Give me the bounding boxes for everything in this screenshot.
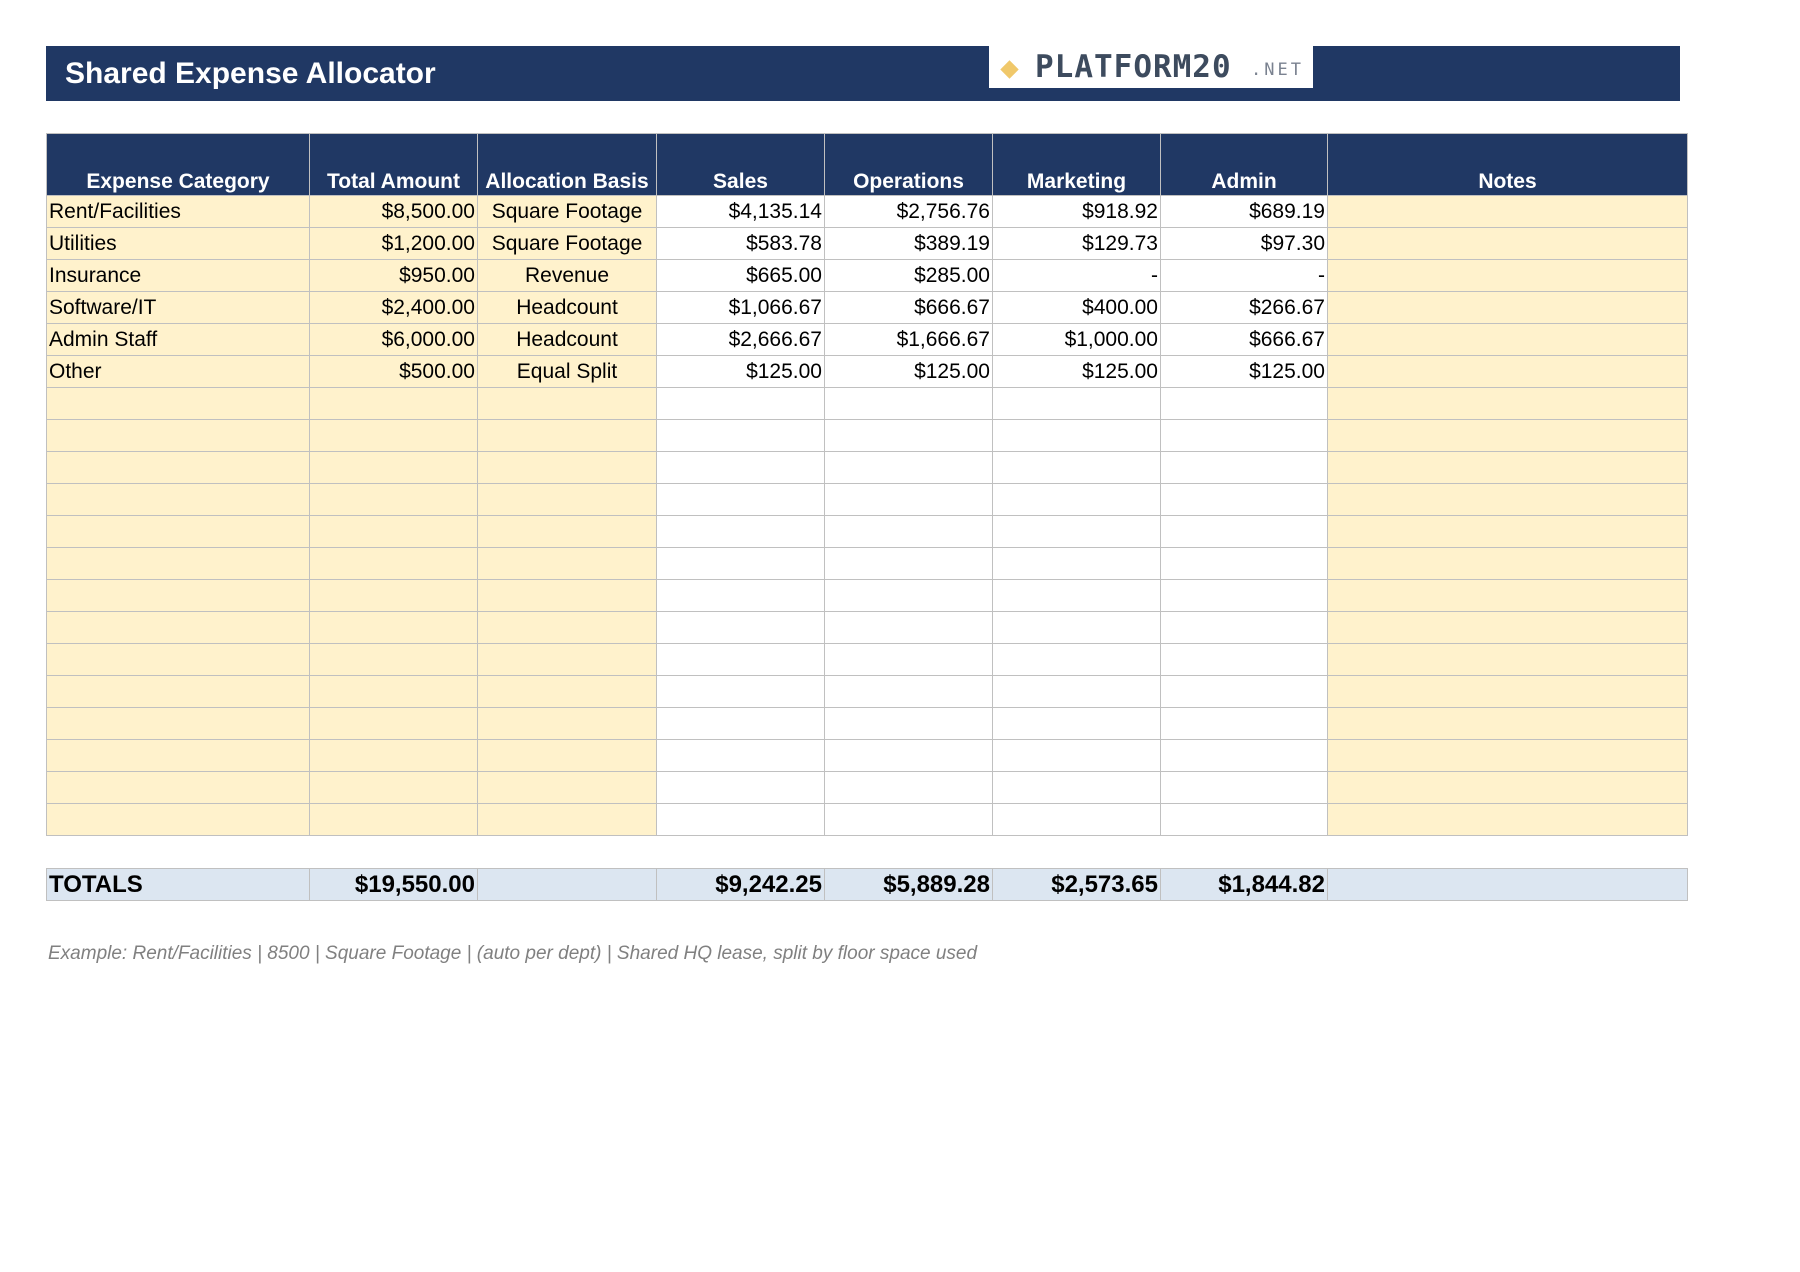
cell-notes[interactable] (1328, 484, 1688, 516)
cell-notes[interactable] (1328, 292, 1688, 324)
totals-total-amount[interactable]: $19,550.00 (310, 869, 478, 901)
totals-notes[interactable] (1328, 869, 1688, 901)
cell-admin[interactable] (1161, 452, 1328, 484)
cell-allocation-basis[interactable] (478, 804, 657, 836)
header-row (47, 134, 1688, 196)
cell-expense-category[interactable] (47, 708, 310, 740)
cell-total-amount[interactable]: $2,400.00 (310, 292, 478, 324)
cell-sales[interactable]: $583.78 (657, 228, 825, 260)
cell-total-amount[interactable]: $8,500.00 (310, 196, 478, 228)
cell-expense-category[interactable]: Software/IT (47, 292, 310, 324)
cell-operations[interactable] (825, 516, 993, 548)
table-row (47, 708, 1688, 740)
cell-operations[interactable] (825, 484, 993, 516)
cell-operations[interactable] (825, 548, 993, 580)
cell-marketing[interactable]: $400.00 (993, 292, 1161, 324)
cell-total-amount[interactable] (310, 420, 478, 452)
cell-expense-category[interactable] (47, 420, 310, 452)
cell-admin[interactable] (1161, 644, 1328, 676)
cell-admin[interactable]: $125.00 (1161, 356, 1328, 388)
table-row (47, 644, 1688, 676)
cell-operations[interactable]: $666.67 (825, 292, 993, 324)
cell-admin[interactable] (1161, 740, 1328, 772)
cell-admin[interactable] (1161, 772, 1328, 804)
cell-admin[interactable] (1161, 804, 1328, 836)
cell-expense-category[interactable] (47, 516, 310, 548)
cell-admin[interactable] (1161, 548, 1328, 580)
cell-total-amount[interactable]: $1,200.00 (310, 228, 478, 260)
cell-notes[interactable] (1328, 580, 1688, 612)
cell-sales[interactable] (657, 676, 825, 708)
cell-notes[interactable] (1328, 452, 1688, 484)
cell-total-amount[interactable] (310, 580, 478, 612)
cell-admin[interactable]: - (1161, 260, 1328, 292)
cell-admin[interactable] (1161, 580, 1328, 612)
table-row (47, 516, 1688, 548)
totals-row (46, 868, 1688, 901)
example-note: Example: Rent/Facilities | 8500 | Square Footage | (auto per dept) | Shared HQ lease, split by floor space used (48, 943, 978, 964)
cell-allocation-basis[interactable]: Square Footage (478, 228, 657, 260)
cell-sales[interactable]: $125.00 (657, 356, 825, 388)
cell-allocation-basis[interactable]: Revenue (478, 260, 657, 292)
cell-expense-category[interactable] (47, 612, 310, 644)
cell-marketing[interactable] (993, 516, 1161, 548)
cell-expense-category[interactable] (47, 484, 310, 516)
col-header-marketing: Marketing (993, 134, 1161, 196)
table-row (47, 356, 1688, 388)
table-row (47, 260, 1688, 292)
cell-admin[interactable] (1161, 484, 1328, 516)
cell-total-amount[interactable] (310, 644, 478, 676)
cell-admin[interactable] (1161, 516, 1328, 548)
cell-operations[interactable] (825, 452, 993, 484)
cell-sales[interactable] (657, 452, 825, 484)
table-row (47, 452, 1688, 484)
cell-operations[interactable] (825, 612, 993, 644)
cell-admin[interactable] (1161, 388, 1328, 420)
cell-sales[interactable] (657, 388, 825, 420)
cell-expense-category[interactable]: Insurance (47, 260, 310, 292)
cell-operations[interactable] (825, 580, 993, 612)
cell-expense-category[interactable] (47, 452, 310, 484)
cell-marketing[interactable] (993, 772, 1161, 804)
cell-sales[interactable]: $1,066.67 (657, 292, 825, 324)
cell-expense-category[interactable] (47, 676, 310, 708)
cell-sales[interactable] (657, 420, 825, 452)
cell-notes[interactable] (1328, 356, 1688, 388)
cell-allocation-basis[interactable]: Equal Split (478, 356, 657, 388)
cell-operations[interactable]: $125.00 (825, 356, 993, 388)
table-row (47, 804, 1688, 836)
cell-sales[interactable] (657, 804, 825, 836)
cell-admin[interactable] (1161, 708, 1328, 740)
cell-allocation-basis[interactable] (478, 708, 657, 740)
cell-operations[interactable] (825, 740, 993, 772)
cell-allocation-basis[interactable] (478, 644, 657, 676)
cell-admin[interactable] (1161, 612, 1328, 644)
cell-operations[interactable] (825, 804, 993, 836)
cell-total-amount[interactable] (310, 804, 478, 836)
cell-notes[interactable] (1328, 516, 1688, 548)
totals-label: TOTALS (47, 869, 310, 901)
cell-total-amount[interactable] (310, 484, 478, 516)
cell-notes[interactable] (1328, 804, 1688, 836)
table-row (47, 612, 1688, 644)
cell-allocation-basis[interactable] (478, 740, 657, 772)
col-header-operations: Operations (825, 134, 993, 196)
cell-notes[interactable] (1328, 740, 1688, 772)
cell-sales[interactable]: $665.00 (657, 260, 825, 292)
cell-marketing[interactable]: $125.00 (993, 356, 1161, 388)
cell-expense-category[interactable]: Admin Staff (47, 324, 310, 356)
cell-expense-category[interactable] (47, 388, 310, 420)
cell-operations[interactable]: $2,756.76 (825, 196, 993, 228)
totals-admin[interactable]: $1,844.82 (1161, 869, 1328, 901)
cell-marketing[interactable]: $918.92 (993, 196, 1161, 228)
cell-allocation-basis[interactable] (478, 612, 657, 644)
cell-total-amount[interactable] (310, 676, 478, 708)
totals-basis[interactable] (478, 869, 657, 901)
cell-expense-category[interactable] (47, 548, 310, 580)
table-row (47, 292, 1688, 324)
cell-expense-category[interactable]: Other (47, 356, 310, 388)
cell-notes[interactable] (1328, 196, 1688, 228)
table-row (47, 420, 1688, 452)
cell-sales[interactable] (657, 644, 825, 676)
cell-sales[interactable]: $4,135.14 (657, 196, 825, 228)
cell-marketing[interactable] (993, 612, 1161, 644)
cell-operations[interactable] (825, 644, 993, 676)
cell-sales[interactable] (657, 708, 825, 740)
table-row (47, 772, 1688, 804)
cell-notes[interactable] (1328, 420, 1688, 452)
col-header-expense-category: Expense Category (47, 134, 310, 196)
cell-marketing[interactable] (993, 740, 1161, 772)
cell-allocation-basis[interactable] (478, 516, 657, 548)
cell-expense-category[interactable] (47, 740, 310, 772)
cell-allocation-basis[interactable] (478, 676, 657, 708)
table-row (47, 196, 1688, 228)
cell-marketing[interactable] (993, 580, 1161, 612)
cell-marketing[interactable] (993, 804, 1161, 836)
cell-marketing[interactable] (993, 388, 1161, 420)
col-header-admin: Admin (1161, 134, 1328, 196)
cell-sales[interactable]: $2,666.67 (657, 324, 825, 356)
sheet-title: Shared Expense Allocator (65, 57, 436, 90)
cell-sales[interactable] (657, 612, 825, 644)
cell-notes[interactable] (1328, 388, 1688, 420)
diamond-icon (1000, 60, 1018, 78)
totals-sales[interactable]: $9,242.25 (657, 869, 825, 901)
table-row (47, 388, 1688, 420)
cell-total-amount[interactable] (310, 708, 478, 740)
cell-admin[interactable]: $266.67 (1161, 292, 1328, 324)
logo-suffix: .NET (1251, 60, 1304, 80)
cell-operations[interactable] (825, 772, 993, 804)
cell-allocation-basis[interactable] (478, 772, 657, 804)
totals-operations[interactable]: $5,889.28 (825, 869, 993, 901)
logo (989, 46, 1313, 88)
col-header-allocation-basis: Allocation Basis (478, 134, 657, 196)
cell-total-amount[interactable] (310, 516, 478, 548)
cell-expense-category[interactable] (47, 772, 310, 804)
cell-operations[interactable] (825, 420, 993, 452)
cell-marketing[interactable]: - (993, 260, 1161, 292)
cell-expense-category[interactable]: Utilities (47, 228, 310, 260)
cell-total-amount[interactable] (310, 388, 478, 420)
cell-allocation-basis[interactable] (478, 388, 657, 420)
cell-sales[interactable] (657, 516, 825, 548)
cell-marketing[interactable] (993, 420, 1161, 452)
cell-notes[interactable] (1328, 324, 1688, 356)
cell-notes[interactable] (1328, 708, 1688, 740)
cell-total-amount[interactable] (310, 452, 478, 484)
cell-allocation-basis[interactable]: Headcount (478, 324, 657, 356)
col-header-total-amount: Total Amount (310, 134, 478, 196)
cell-sales[interactable] (657, 580, 825, 612)
cell-marketing[interactable] (993, 644, 1161, 676)
cell-operations[interactable] (825, 676, 993, 708)
cell-sales[interactable] (657, 740, 825, 772)
cell-admin[interactable] (1161, 420, 1328, 452)
cell-notes[interactable] (1328, 644, 1688, 676)
totals-marketing[interactable]: $2,573.65 (993, 869, 1161, 901)
cell-marketing[interactable] (993, 676, 1161, 708)
cell-marketing[interactable] (993, 548, 1161, 580)
cell-allocation-basis[interactable] (478, 484, 657, 516)
table-row (47, 676, 1688, 708)
cell-total-amount[interactable] (310, 612, 478, 644)
cell-expense-category[interactable] (47, 644, 310, 676)
table-row (47, 548, 1688, 580)
cell-total-amount[interactable]: $500.00 (310, 356, 478, 388)
cell-allocation-basis[interactable] (478, 580, 657, 612)
col-header-sales: Sales (657, 134, 825, 196)
cell-notes[interactable] (1328, 548, 1688, 580)
cell-operations[interactable]: $1,666.67 (825, 324, 993, 356)
cell-total-amount[interactable]: $6,000.00 (310, 324, 478, 356)
table-row (47, 324, 1688, 356)
cell-expense-category[interactable] (47, 804, 310, 836)
cell-allocation-basis[interactable] (478, 548, 657, 580)
cell-marketing[interactable]: $129.73 (993, 228, 1161, 260)
cell-operations[interactable]: $285.00 (825, 260, 993, 292)
cell-total-amount[interactable]: $950.00 (310, 260, 478, 292)
table-row (47, 228, 1688, 260)
cell-expense-category[interactable]: Rent/Facilities (47, 196, 310, 228)
cell-sales[interactable] (657, 772, 825, 804)
expense-table (46, 133, 1688, 836)
cell-operations[interactable]: $389.19 (825, 228, 993, 260)
col-header-notes: Notes (1328, 134, 1688, 196)
cell-total-amount[interactable] (310, 548, 478, 580)
cell-admin[interactable] (1161, 676, 1328, 708)
cell-total-amount[interactable] (310, 740, 478, 772)
cell-allocation-basis[interactable]: Headcount (478, 292, 657, 324)
cell-operations[interactable] (825, 388, 993, 420)
cell-marketing[interactable] (993, 708, 1161, 740)
title-bar (46, 46, 1680, 101)
cell-notes[interactable] (1328, 612, 1688, 644)
cell-allocation-basis[interactable] (478, 420, 657, 452)
cell-notes[interactable] (1328, 260, 1688, 292)
cell-admin[interactable]: $689.19 (1161, 196, 1328, 228)
cell-sales[interactable] (657, 484, 825, 516)
cell-notes[interactable] (1328, 676, 1688, 708)
cell-operations[interactable] (825, 708, 993, 740)
cell-marketing[interactable] (993, 484, 1161, 516)
cell-total-amount[interactable] (310, 772, 478, 804)
cell-sales[interactable] (657, 548, 825, 580)
table-row (47, 580, 1688, 612)
cell-allocation-basis[interactable] (478, 452, 657, 484)
cell-admin[interactable]: $97.30 (1161, 228, 1328, 260)
cell-expense-category[interactable] (47, 580, 310, 612)
logo-wordmark: PLATFORM20 (1035, 49, 1232, 85)
cell-notes[interactable] (1328, 228, 1688, 260)
cell-notes[interactable] (1328, 772, 1688, 804)
cell-marketing[interactable]: $1,000.00 (993, 324, 1161, 356)
table-row (47, 740, 1688, 772)
table-row (47, 484, 1688, 516)
cell-allocation-basis[interactable]: Square Footage (478, 196, 657, 228)
cell-admin[interactable]: $666.67 (1161, 324, 1328, 356)
cell-marketing[interactable] (993, 452, 1161, 484)
